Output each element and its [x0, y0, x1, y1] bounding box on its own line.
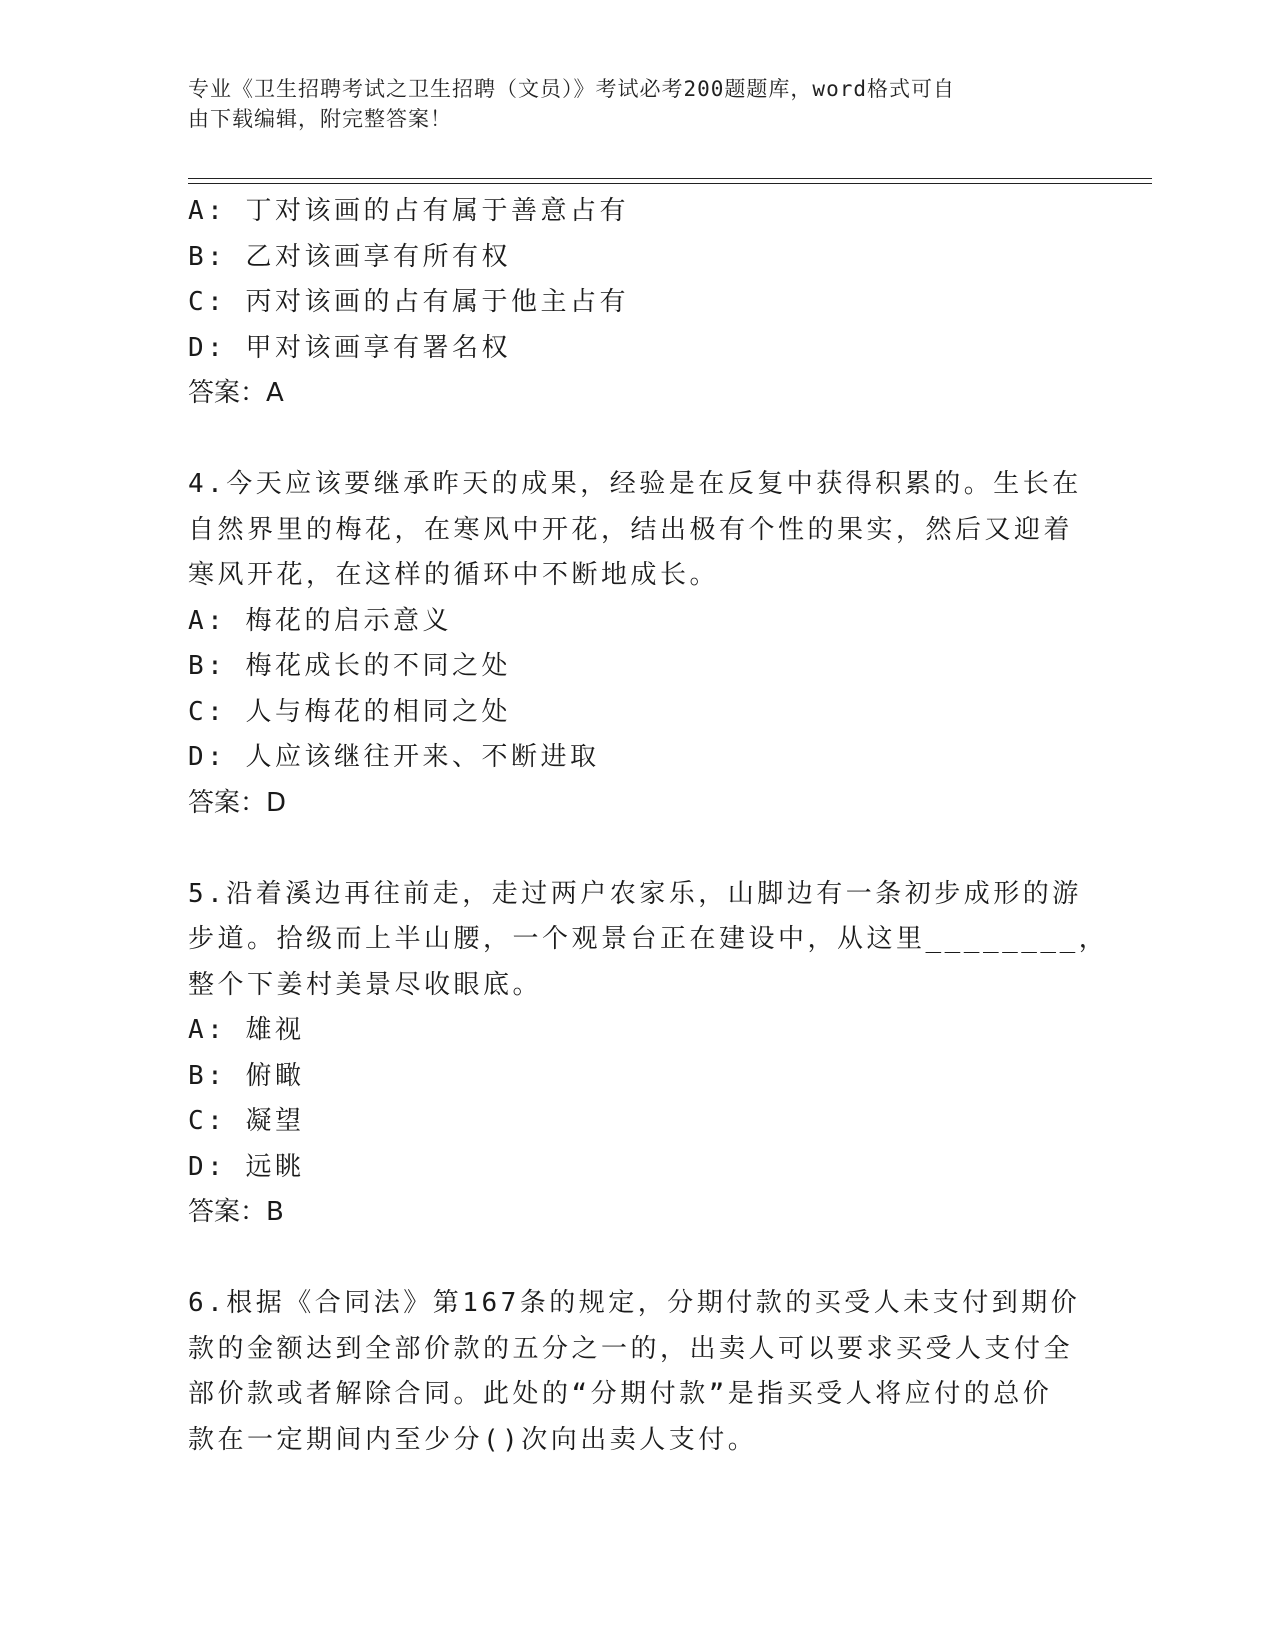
option-c: C: 丙对该画的占有属于他主占有 [188, 287, 629, 317]
question-stem-line: 款在一定期间内至少分()次向出卖人支付。 [188, 1424, 758, 1455]
answer: 答案：D [188, 787, 287, 818]
option-b: B: 俯瞰 [188, 1060, 305, 1091]
question-stem-line: 4.今天应该要继承昨天的成果，经验是在反复中获得积累的。生长在 [188, 469, 1082, 499]
option-c: C: 人与梅花的相同之处 [188, 696, 511, 727]
question-stem-line: 款的金额达到全部价款的五分之一的，出卖人可以要求买受人支付全 [188, 1333, 1074, 1364]
question-stem-line: 5.沿着溪边再往前走，走过两户农家乐，山脚边有一条初步成形的游 [188, 878, 1082, 909]
option-d: D: 远眺 [188, 1151, 305, 1182]
option-a: A: 丁对该画的占有属于善意占有 [188, 196, 629, 226]
question-stem-line: 步道。拾级而上半山腰，一个观景台正在建设中，从这里________， [188, 924, 1109, 954]
option-d: D: 甲对该画享有署名权 [188, 332, 511, 363]
question-4 [188, 462, 1082, 826]
option-b: B: 梅花成长的不同之处 [188, 651, 511, 681]
answer: 答案：B [188, 1197, 284, 1227]
question-stem-line: 寒风开花，在这样的循环中不断地成长。 [188, 560, 720, 590]
question-3 [188, 189, 1068, 417]
option-d: D: 人应该继往开来、不断进取 [188, 742, 600, 772]
option-c: C: 凝望 [188, 1106, 305, 1136]
question-6 [188, 1281, 1081, 1463]
option-a: A: 梅花的启示意义 [188, 605, 452, 636]
document-header [188, 74, 1068, 134]
question-stem-line: 部价款或者解除合同。此处的“分期付款”是指买受人将应付的总价 [188, 1379, 1053, 1409]
question-list [188, 189, 1109, 1463]
answer: 答案：A [188, 378, 284, 408]
option-b: B: 乙对该画享有所有权 [188, 241, 511, 272]
header-line-1: 专业《卫生招聘考试之卫生招聘（文员）》考试必考200题题库，word格式可自 [188, 77, 955, 101]
question-5 [188, 872, 1109, 1236]
option-a: A: 雄视 [188, 1015, 305, 1045]
question-stem-line: 自然界里的梅花，在寒风中开花，结出极有个性的果实，然后又迎着 [188, 514, 1074, 545]
header-divider-bottom [188, 183, 1152, 184]
header-divider-top [188, 178, 1152, 179]
question-stem-line: 整个下姜村美景尽收眼底。 [188, 969, 543, 1000]
header-line-2: 由下载编辑，附完整答案！ [188, 107, 452, 131]
question-stem-line: 6.根据《合同法》第167条的规定，分期付款的买受人未支付到期价 [188, 1288, 1081, 1318]
